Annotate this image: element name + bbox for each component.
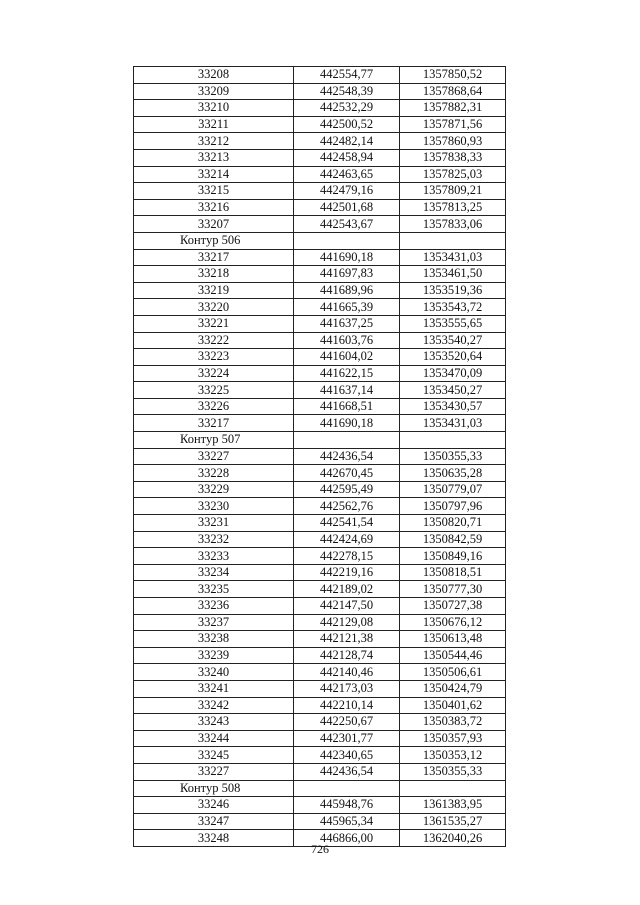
table-row [134, 116, 506, 133]
x-coordinate-cell: 441697,83 [294, 266, 400, 283]
point-number-cell: 33213 [134, 149, 294, 166]
y-coordinate-cell: 1357833,06 [400, 216, 506, 233]
y-coordinate-cell: 1350849,16 [400, 548, 506, 565]
table-row [134, 299, 506, 316]
coordinates-table [133, 66, 506, 847]
x-coordinate-cell: 442541,54 [294, 515, 400, 532]
table-row [134, 365, 506, 382]
x-coordinate-cell: 441622,15 [294, 365, 400, 382]
x-coordinate-cell: 442140,46 [294, 664, 400, 681]
point-number-cell: 33216 [134, 199, 294, 216]
x-coordinate-cell: 445948,76 [294, 797, 400, 814]
x-coordinate-cell: 442501,68 [294, 199, 400, 216]
table-row [134, 100, 506, 117]
x-coordinate-cell: 442463,65 [294, 166, 400, 183]
point-number-cell: 33217 [134, 249, 294, 266]
table-row [134, 266, 506, 283]
point-number-cell: 33233 [134, 548, 294, 565]
x-coordinate-cell: 442595,49 [294, 481, 400, 498]
table-row [134, 730, 506, 747]
contour-label: Контур 508 [134, 780, 294, 797]
point-number-cell: 33239 [134, 647, 294, 664]
x-coordinate-cell: 441604,02 [294, 349, 400, 366]
x-coordinate-cell: 442121,38 [294, 631, 400, 648]
table-row [134, 349, 506, 366]
y-coordinate-cell: 1350727,38 [400, 598, 506, 615]
y-coordinate-cell: 1350797,96 [400, 498, 506, 515]
x-coordinate-cell: 442543,67 [294, 216, 400, 233]
point-number-cell: 33225 [134, 382, 294, 399]
point-number-cell: 33226 [134, 398, 294, 415]
point-number-cell: 33217 [134, 415, 294, 432]
point-number-cell: 33237 [134, 614, 294, 631]
point-number-cell: 33214 [134, 166, 294, 183]
empty-cell [294, 780, 400, 797]
x-coordinate-cell: 446866,00 [294, 830, 400, 847]
contour-header-row [134, 780, 506, 797]
x-coordinate-cell: 442278,15 [294, 548, 400, 565]
x-coordinate-cell: 442479,16 [294, 183, 400, 200]
point-number-cell: 33207 [134, 216, 294, 233]
y-coordinate-cell: 1353540,27 [400, 332, 506, 349]
table-row [134, 448, 506, 465]
y-coordinate-cell: 1353431,03 [400, 249, 506, 266]
y-coordinate-cell: 1362040,26 [400, 830, 506, 847]
point-number-cell: 33220 [134, 299, 294, 316]
table-row [134, 398, 506, 415]
contour-label: Контур 506 [134, 232, 294, 249]
x-coordinate-cell: 442301,77 [294, 730, 400, 747]
table-row [134, 680, 506, 697]
y-coordinate-cell: 1357850,52 [400, 67, 506, 84]
y-coordinate-cell: 1350779,07 [400, 481, 506, 498]
table-row [134, 763, 506, 780]
y-coordinate-cell: 1357809,21 [400, 183, 506, 200]
x-coordinate-cell: 442250,67 [294, 714, 400, 731]
point-number-cell: 33246 [134, 797, 294, 814]
x-coordinate-cell: 442424,69 [294, 531, 400, 548]
y-coordinate-cell: 1353519,36 [400, 282, 506, 299]
point-number-cell: 33210 [134, 100, 294, 117]
x-coordinate-cell: 442458,94 [294, 149, 400, 166]
point-number-cell: 33231 [134, 515, 294, 532]
y-coordinate-cell: 1357825,03 [400, 166, 506, 183]
x-coordinate-cell: 441637,25 [294, 315, 400, 332]
y-coordinate-cell: 1350506,61 [400, 664, 506, 681]
y-coordinate-cell: 1350353,12 [400, 747, 506, 764]
table-row [134, 149, 506, 166]
point-number-cell: 33221 [134, 315, 294, 332]
x-coordinate-cell: 441637,14 [294, 382, 400, 399]
y-coordinate-cell: 1350635,28 [400, 465, 506, 482]
x-coordinate-cell: 442670,45 [294, 465, 400, 482]
table-row [134, 581, 506, 598]
point-number-cell: 33212 [134, 133, 294, 150]
point-number-cell: 33211 [134, 116, 294, 133]
y-coordinate-cell: 1350820,71 [400, 515, 506, 532]
x-coordinate-cell: 442500,52 [294, 116, 400, 133]
point-number-cell: 33228 [134, 465, 294, 482]
table-row [134, 249, 506, 266]
y-coordinate-cell: 1357860,93 [400, 133, 506, 150]
y-coordinate-cell: 1353543,72 [400, 299, 506, 316]
table-row [134, 531, 506, 548]
table-row [134, 166, 506, 183]
x-coordinate-cell: 442219,16 [294, 564, 400, 581]
x-coordinate-cell: 442562,76 [294, 498, 400, 515]
y-coordinate-cell: 1350357,93 [400, 730, 506, 747]
table-row [134, 797, 506, 814]
x-coordinate-cell: 441668,51 [294, 398, 400, 415]
table-row [134, 133, 506, 150]
table-row [134, 465, 506, 482]
table-row [134, 282, 506, 299]
contour-header-row [134, 432, 506, 449]
point-number-cell: 33230 [134, 498, 294, 515]
point-number-cell: 33248 [134, 830, 294, 847]
point-number-cell: 33222 [134, 332, 294, 349]
point-number-cell: 33244 [134, 730, 294, 747]
x-coordinate-cell: 442436,54 [294, 763, 400, 780]
y-coordinate-cell: 1350777,30 [400, 581, 506, 598]
empty-cell [294, 232, 400, 249]
x-coordinate-cell: 442129,08 [294, 614, 400, 631]
point-number-cell: 33242 [134, 697, 294, 714]
point-number-cell: 33241 [134, 680, 294, 697]
table-row [134, 548, 506, 565]
x-coordinate-cell: 442173,03 [294, 680, 400, 697]
y-coordinate-cell: 1357882,31 [400, 100, 506, 117]
point-number-cell: 33209 [134, 83, 294, 100]
contour-label: Контур 507 [134, 432, 294, 449]
y-coordinate-cell: 1350355,33 [400, 448, 506, 465]
x-coordinate-cell: 442482,14 [294, 133, 400, 150]
y-coordinate-cell: 1357813,25 [400, 199, 506, 216]
point-number-cell: 33238 [134, 631, 294, 648]
y-coordinate-cell: 1353430,57 [400, 398, 506, 415]
x-coordinate-cell: 442554,77 [294, 67, 400, 84]
y-coordinate-cell: 1357868,64 [400, 83, 506, 100]
y-coordinate-cell: 1350544,46 [400, 647, 506, 664]
x-coordinate-cell: 442210,14 [294, 697, 400, 714]
contour-header-row [134, 232, 506, 249]
table-row [134, 598, 506, 615]
empty-cell [400, 780, 506, 797]
y-coordinate-cell: 1350676,12 [400, 614, 506, 631]
x-coordinate-cell: 445965,34 [294, 813, 400, 830]
point-number-cell: 33232 [134, 531, 294, 548]
table-row [134, 67, 506, 84]
y-coordinate-cell: 1353520,64 [400, 349, 506, 366]
x-coordinate-cell: 442147,50 [294, 598, 400, 615]
point-number-cell: 33223 [134, 349, 294, 366]
point-number-cell: 33208 [134, 67, 294, 84]
x-coordinate-cell: 441689,96 [294, 282, 400, 299]
table-row [134, 664, 506, 681]
x-coordinate-cell: 441690,18 [294, 249, 400, 266]
table-row [134, 647, 506, 664]
point-number-cell: 33227 [134, 763, 294, 780]
point-number-cell: 33236 [134, 598, 294, 615]
table-row [134, 564, 506, 581]
table-row [134, 382, 506, 399]
x-coordinate-cell: 441603,76 [294, 332, 400, 349]
y-coordinate-cell: 1353470,09 [400, 365, 506, 382]
y-coordinate-cell: 1350401,62 [400, 697, 506, 714]
x-coordinate-cell: 442340,65 [294, 747, 400, 764]
empty-cell [294, 432, 400, 449]
point-number-cell: 33235 [134, 581, 294, 598]
x-coordinate-cell: 441690,18 [294, 415, 400, 432]
y-coordinate-cell: 1350842,59 [400, 531, 506, 548]
table-row [134, 747, 506, 764]
point-number-cell: 33243 [134, 714, 294, 731]
table-row [134, 515, 506, 532]
y-coordinate-cell: 1353431,03 [400, 415, 506, 432]
y-coordinate-cell: 1361535,27 [400, 813, 506, 830]
x-coordinate-cell: 442548,39 [294, 83, 400, 100]
table-row [134, 415, 506, 432]
point-number-cell: 33240 [134, 664, 294, 681]
table-row [134, 697, 506, 714]
y-coordinate-cell: 1350424,79 [400, 680, 506, 697]
x-coordinate-cell: 442532,29 [294, 100, 400, 117]
y-coordinate-cell: 1353461,50 [400, 266, 506, 283]
point-number-cell: 33224 [134, 365, 294, 382]
table-row [134, 83, 506, 100]
y-coordinate-cell: 1361383,95 [400, 797, 506, 814]
table-row [134, 199, 506, 216]
table-row [134, 216, 506, 233]
y-coordinate-cell: 1357871,56 [400, 116, 506, 133]
point-number-cell: 33234 [134, 564, 294, 581]
point-number-cell: 33215 [134, 183, 294, 200]
table-row [134, 614, 506, 631]
point-number-cell: 33219 [134, 282, 294, 299]
empty-cell [400, 232, 506, 249]
y-coordinate-cell: 1350613,48 [400, 631, 506, 648]
table-row [134, 813, 506, 830]
table-row [134, 183, 506, 200]
x-coordinate-cell: 441665,39 [294, 299, 400, 316]
point-number-cell: 33245 [134, 747, 294, 764]
page-number: 726 [311, 842, 329, 856]
x-coordinate-cell: 442128,74 [294, 647, 400, 664]
coordinates-table-body [134, 67, 506, 847]
y-coordinate-cell: 1353450,27 [400, 382, 506, 399]
point-number-cell: 33229 [134, 481, 294, 498]
y-coordinate-cell: 1357838,33 [400, 149, 506, 166]
table-row [134, 498, 506, 515]
y-coordinate-cell: 1353555,65 [400, 315, 506, 332]
table-row [134, 315, 506, 332]
empty-cell [400, 432, 506, 449]
x-coordinate-cell: 442436,54 [294, 448, 400, 465]
y-coordinate-cell: 1350383,72 [400, 714, 506, 731]
table-row [134, 631, 506, 648]
table-row [134, 481, 506, 498]
table-row [134, 332, 506, 349]
y-coordinate-cell: 1350818,51 [400, 564, 506, 581]
table-row [134, 714, 506, 731]
x-coordinate-cell: 442189,02 [294, 581, 400, 598]
point-number-cell: 33247 [134, 813, 294, 830]
y-coordinate-cell: 1350355,33 [400, 763, 506, 780]
point-number-cell: 33227 [134, 448, 294, 465]
point-number-cell: 33218 [134, 266, 294, 283]
